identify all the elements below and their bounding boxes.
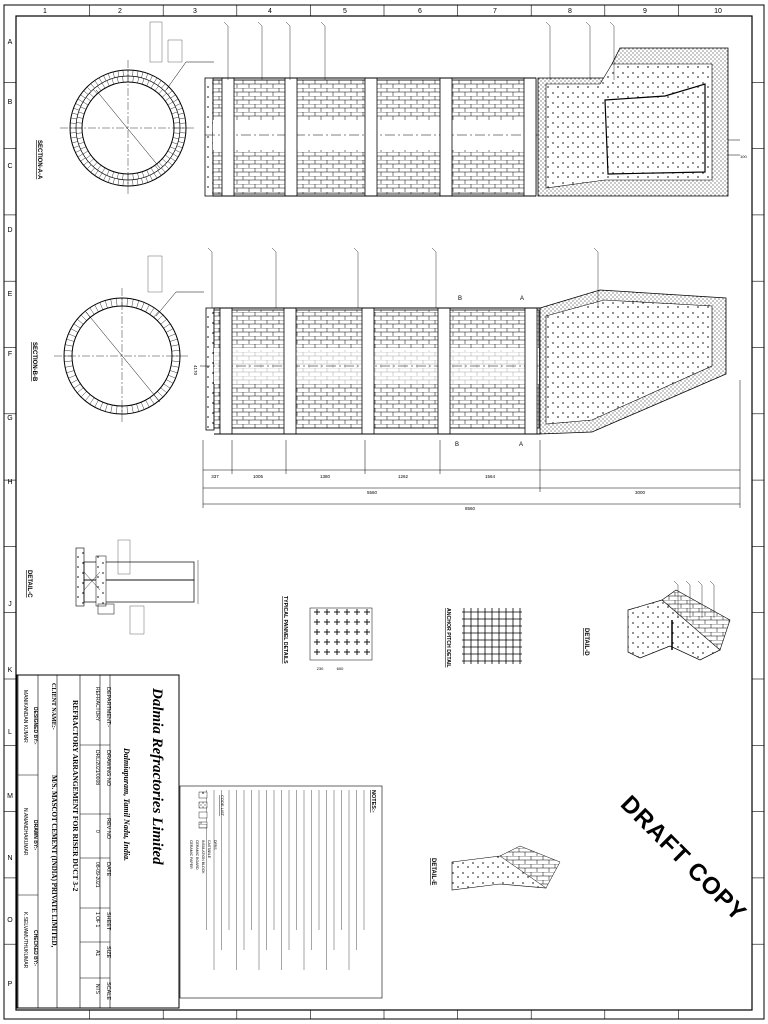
zone-number: 2 — [118, 8, 122, 15]
zone-letter: D — [7, 227, 13, 234]
date-value: 08-09-2021 — [94, 862, 100, 888]
section-bb-view — [31, 256, 204, 424]
notes-title: NOTES:- — [370, 790, 376, 813]
dim-r1: 4170 — [193, 364, 198, 376]
company-name: Dalmia Refractories Limited — [149, 688, 165, 865]
dim-r4: 600 — [336, 666, 344, 671]
zone-letter: N — [7, 855, 13, 862]
legend-item: CERAMIC BOARD — [195, 840, 199, 870]
company-location: Dalmiapuram, Tamil Nadu, India. — [122, 748, 131, 862]
rev-label: REV NO — [105, 818, 111, 840]
zone-letter: P — [7, 981, 13, 988]
dim-d2: 1005 — [252, 474, 264, 479]
zone-letter: C — [7, 163, 13, 170]
zone-letter: A — [7, 39, 13, 46]
dept-value: REFRACTORY — [94, 687, 100, 722]
drawn-by-value: N.ANANDHAKUMAR — [22, 808, 28, 856]
notes-frame — [180, 786, 382, 998]
detail-e-view — [430, 846, 560, 890]
sheet-label: SHEET — [105, 912, 111, 931]
section-mark-b: B — [458, 296, 463, 302]
drawn-by-label: DRAWN BY:- — [32, 820, 38, 851]
zone-number: 10 — [714, 8, 722, 15]
drawing-no-label: DRAWING NO — [105, 750, 111, 787]
anchor-pitch-label: ANCHOR PITCH DETAIL — [445, 608, 451, 668]
dim-d6: 5560 — [366, 490, 378, 495]
legend-item: CERAMIC PAPER — [189, 840, 193, 869]
zone-number: 7 — [493, 8, 497, 15]
draft-copy-watermark: DRAFT COPY — [615, 790, 752, 927]
zone-letter: K — [7, 667, 13, 674]
section-mark-b: B — [455, 442, 460, 448]
zone-letter: G — [7, 415, 13, 422]
zone-letter: H — [7, 479, 13, 486]
zone-letter: E — [7, 291, 13, 298]
scale-value: NTS — [94, 984, 100, 994]
zone-letter: J — [8, 601, 12, 608]
typical-panel-view — [282, 596, 372, 671]
drawing-no-value: DRL/2021/0008 — [94, 750, 100, 786]
zone-number: 3 — [193, 8, 197, 15]
zone-letter: F — [7, 351, 13, 358]
zone-number: 5 — [343, 8, 347, 15]
dim-r2: 100 — [740, 154, 747, 159]
zone-number: 8 — [568, 8, 572, 15]
dim-d8: 8560 — [464, 506, 476, 511]
rev-value: 0 — [94, 830, 100, 833]
zone-number: 6 — [418, 8, 422, 15]
notes-block — [207, 790, 377, 970]
legend-item: CASTABLE — [207, 840, 211, 859]
typical-panel-label: TYPICAL PANNEL DETAILS — [282, 596, 288, 664]
checked-by-value: K.SELVAMUTHUKUMAR — [22, 912, 28, 969]
section-mark-a: A — [520, 296, 525, 302]
duct-elevation-top — [205, 22, 747, 196]
anchor-pitch-view — [445, 608, 522, 668]
section-aa-callouts — [150, 22, 182, 62]
detail-d-label: DETAIL-D — [583, 628, 589, 656]
dim-d1: 337 — [211, 474, 219, 479]
title-block — [17, 675, 179, 1008]
detail-c-view — [26, 540, 198, 634]
client-value: M/S. MASCOT CEMENT (INDIA) PRIVATE LIMITED, — [50, 775, 58, 948]
date-label: DATE — [105, 862, 111, 877]
zone-number: 4 — [268, 8, 272, 15]
detail-c-label: DETAIL-C — [26, 570, 32, 598]
drawing-title: REFRACTORY ARRANGEMENT FOR RISER DUCT 3-2 — [71, 700, 80, 892]
size-label: SIZE — [105, 946, 111, 959]
zone-number: 1 — [43, 8, 47, 15]
side-zone-letters — [7, 39, 13, 988]
sheet-value: 1 OF 1 — [94, 912, 100, 928]
dim-d3: 1380 — [319, 474, 331, 479]
size-value: A1 — [94, 950, 100, 957]
zone-number: 9 — [643, 8, 647, 15]
zone-letter: L — [8, 729, 12, 736]
dim-d5: 1564 — [484, 474, 496, 479]
top-zone-numbers — [43, 8, 722, 15]
dim-d4: 1262 — [397, 474, 409, 479]
section-bb-label: SECTION-B-B — [31, 342, 37, 382]
zone-letter: B — [7, 99, 13, 106]
dim-r5: 230 — [316, 666, 324, 671]
designed-by-label: DESIGNED BY:- — [32, 707, 38, 745]
detail-e-label: DETAIL-E — [430, 858, 436, 886]
dept-label: DEPARTMENT:- — [105, 687, 111, 728]
checked-by-label: CHECKED BY:- — [32, 930, 38, 967]
client-label: CLIENT NAME:- — [50, 683, 56, 730]
section-mark-a: A — [519, 442, 524, 448]
zone-letter: O — [7, 917, 13, 924]
designed-by-value: MANIKANDAN KUMAR — [22, 690, 28, 743]
legend-item: INSULATION BLOCK — [201, 840, 205, 874]
section-aa-label: SECTION-A-A — [36, 140, 42, 180]
scale-label: SCALE — [105, 982, 111, 1001]
legend-header: CODE LIST — [220, 795, 225, 817]
dim-d7: 3000 — [634, 490, 646, 495]
zone-letter: M — [7, 793, 13, 800]
legend-item: DFRS — [213, 840, 217, 850]
duct-elevation-main — [200, 248, 726, 448]
section-aa-view — [36, 22, 214, 196]
detail-d-view — [583, 581, 730, 660]
legend-block — [189, 792, 225, 874]
